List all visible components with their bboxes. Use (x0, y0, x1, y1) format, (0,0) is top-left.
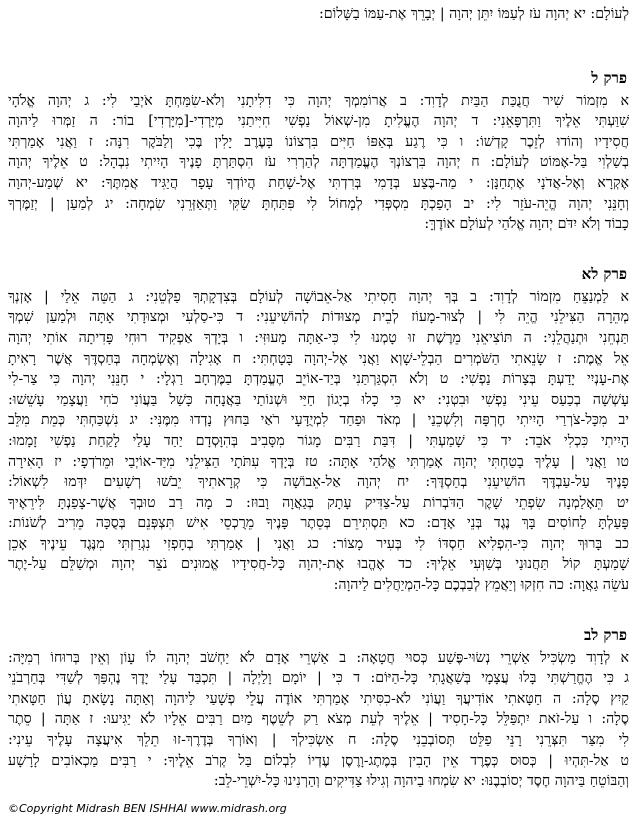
text-line: עֹשֵׂה גַאֲוָה: כה חִזְקוּ וְיַאֲמֵץ לְבַבְכֶם כָּל-הַמְיַחֲלִים לַיהוָה: (333, 577, 629, 594)
text-line: וְהַבּוֹטֵחַ בַּיהוָה חֶסֶד יְסוֹבְבֶנּוּ: יא שִׂמְחוּ בַיהוָה וְגִילוּ צַדִּיקִים וְהַרְנִינוּ כָּל-יִשְׁרֵי-לֵב: (213, 773, 629, 790)
text-line: חֲסִידָיו וְהוֹדוּ לְזֵכֶר קָדְשׁוֹ: ו כִּי רֶגַע בְּאַפּוֹ חַיִּים בִּרְצוֹנוֹ בָּעֶרֶב יָלִין בֶּכִי וְלַבֹּקֶר רִנָּה: ז וַאֲנִי אָמַרְתִּי (8, 133, 629, 150)
text-line: ט אַל-תִּהְיוּ | כְּסוּס כְּפֶרֶד אֵין הָבִין בְּמֶתֶג-וָרֶסֶן עֶדְיוֹ לִבְלוֹם בַּל קְרֹב אֵלֶיךָ: י רַבִּים מַכְאוֹבִים לָרָשָׁע (8, 752, 629, 769)
text-line: סֶלָה: ו עַל-זֹאת יִתְפַּלֵּל כָּל-חָסִיד | אֵלֶיךָ לְעֵת מְצֹא רַק לְשֵׁטֶף מַיִם רַבִּים אֵלָיו לֹא יַגִּיעוּ: ז אַתָּה | סֵתֶר (8, 711, 629, 728)
text-line: כב בָּרוּךְ יְהוָה כִּי-הִפְלִיא חַסְדּוֹ לִי בְּעִיר מָצוֹר: כג וַאֲנִי | אָמַרְתִּי בְחָפְזִי נִגְרַזְתִּי מִנֶּגֶד עֵינֶיךָ אָכֵן (8, 535, 629, 552)
chapter-body (8, 648, 629, 792)
text-line: יט תֵּאָלַמְנָה שִׂפְתֵי שָׁקֶר הַדֹּבְרוֹת עַל-צַדִּיק עָתָק בְּגַאֲוָה וָבוּז: כ מָה רַב טוּבְךָ אֲשֶׁר-צָפַנְתָּ לִּירֵאֶיךָ (8, 494, 629, 511)
text-line: טו וַאֲנִי | עָלֶיךָ בָטַחְתִּי יְהוָה אָמַרְתִּי אֱלֹהַי אָתָּה: טז בְּיָדְךָ עִתֹּתָי הַצִּילֵנִי מִיַּד-אוֹיְבַי וּמֵרֹדְפָי: יז הָאִירָה (8, 453, 629, 470)
text-line: יב מִכָּל-צֹרְרַי הָיִיתִי חֶרְפָּה וְלִשְׁכֵנַי | מְאֹד וּפַחַד לִמְיֻדָּעָי רֹאַי בַּחוּץ נָדְדוּ מִמֶּנִּי: יג נִשְׁכַּחְתִּי כְּמֵת מִלֵּב (8, 412, 629, 429)
copyright-notice: ©Copyright Midrash BEN ISHHAI www.midrash.org (8, 802, 287, 815)
text-line: הָיִיתִי כִּכְלִי אֹבֵד: יד כִּי שָׁמַעְתִּי | דִּבַּת רַבִּים מָגוֹר מִסָּבִיב בְּהִוָּסְדָם יַחַד עָלַי לָקַחַת נַפְשִׁי זָמָמוּ: (8, 432, 629, 449)
chapter-body (8, 91, 629, 235)
text-line: א מִזְמוֹר שִׁיר חֲנֻכַּת הַבַּיִת לְדָוִד: ב אֲרוֹמִמְךָ יְהוָה כִּי דִלִּיתָנִי וְלֹא-שִׂמַּחְתָּ אֹיְבַי לִי: ג יְהוָה אֱלֹהָי (8, 92, 629, 109)
chapter-heading: פרק לא (581, 264, 627, 283)
chapter-heading: פרק ל (591, 68, 627, 87)
text-line: מְהֵרָה הַצִּילֵנִי הֱיֵה לִי | לְצוּר-מָעוֹז לְבֵית מְצוּדוֹת לְהוֹשִׁיעֵנִי: ד כִּי-סַלְעִי וּמְצוּדָתִי אָתָּה וּלְמַעַן שִׁמְךָ (8, 309, 629, 326)
text-line: לִי מִצַּר תִּצְּרֵנִי רָנֵּי פַלֵּט תְּסוֹבְבֵנִי סֶלָה: ח אַשְׂכִּילְךָ | וְאוֹרְךָ בְּדֶרֶךְ-זוּ תֵלֵךְ אִיעֲצָה עָלֶיךָ עֵינִי: (8, 732, 629, 749)
text-line: שָׁמַעְתָּ קוֹל תַּחֲנוּנַי בְּשַׁוְּעִי אֵלֶיךָ: כד אֶהֱבוּ אֶת-יְהוָה כָּל-חֲסִידָיו אֱמוּנִים נֹצֵר יְהוָה וּמְשַׁלֵּם עַל-יֶתֶר (8, 556, 629, 573)
text-line: פָנֶיךָ עַל-עַבְדֶּךָ הוֹשִׁיעֵנִי בְחַסְדֶּךָ: יח יְהוָה אַל-אֵבוֹשָׁה כִּי קְרָאתִיךָ יֵבֹשׁוּ רְשָׁעִים יִדְּמוּ לִשְׁאוֹל: (8, 474, 629, 491)
chapter-heading: פרק לב (583, 625, 627, 644)
text-line: עָשְׁשָׁה בְכַעַס עֵינִי נַפְשִׁי וּבִטְנִי: יא כִּי כָלוּ בְיָגוֹן חַיַּי וּשְׁנוֹתַי בַּאֲנָחָה כָּשַׁל בַּעֲוֹנִי כֹחִי וַעֲצָמַי עָשֵׁשׁוּ: (8, 391, 629, 408)
text-line: אֵל אֱמֶת: ז שָׂנֵאתִי הַשֹּׁמְרִים הַבְלֵי-שָׁוְא וַאֲנִי אֶל-יְהוָה בָּטָחְתִּי: ח אָגִילָה וְאֶשְׂמְחָה בְּחַסְדֶּךָ אֲשֶׁר רָאִיתָ (8, 350, 629, 367)
text-line: תַּנְחֵנִי וּתְנַהֲלֵנִי: ה תּוֹצִיאֵנִי מֵרֶשֶׁת זוּ טָמְנוּ לִי כִּי-אַתָּה מָעוּזִּי: ו בְּיָדְךָ אַפְקִיד רוּחִי פָּדִיתָה אוֹתִי יְהוָה (8, 329, 629, 346)
text-line: פָּעַלְתָּ לַחוֹסִים בָּךְ נֶגֶד בְּנֵי אָדָם: כא תַּסְתִּירֵם בְּסֵתֶר פָּנֶיךָ מֵרֻכְסֵי אִישׁ תִּצְפְּנֵם בְּסֻכָּה מֵרִיב לְשֹׁנוֹת: (8, 515, 629, 532)
chapter-body (8, 287, 629, 596)
text-line: וְחָנֵּנִי יְהוָה הֱיֵה-עֹזֵר לִי: יב הָפַכְתָּ מִסְפְּדִי לְמָחוֹל לִי פִּתַּחְתָּ שַׂקִּי וַתְּאַזְּרֵנִי שִׂמְחָה: יג לְמַעַן | יְזַמֶּרְךָ (8, 195, 629, 212)
text-line: א לַמְנַצֵּחַ מִזְמוֹר לְדָוִד: ב בְּךָ יְהוָה חָסִיתִי אַל-אֵבוֹשָׁה לְעוֹלָם בְּצִדְקָתְךָ פַלְּטֵנִי: ג הַטֵּה אֵלַי | אָזְנְךָ (8, 288, 629, 305)
text-line: שִׁוַּעְתִּי אֵלֶיךָ וַתִּרְפָּאֵנִי: ד יְהוָה הֶעֱלִיתָ מִן-שְׁאוֹל נַפְשִׁי חִיִּיתַנִי מִיָּרְדִי-[מִיָּרְדִי] בוֹר: ה זַמְּרוּ לַיהוָה (8, 113, 629, 130)
text-line: לְעוֹלָם: יא יְהוָה עֹז לְעַמּוֹ יִתֵּן יְהוָה | יְבָרֵךְ אֶת-עַמּוֹ בַשָּׁלוֹם: (318, 6, 629, 22)
text-line: אֶת-עָנְיִי יָדַעְתָּ בְּצָרוֹת נַפְשִׁי: ט וְלֹא הִסְגַּרְתַּנִי בְּיַד-אוֹיֵב הֶעֱמַדְתָּ בַמֶּרְחָב רַגְלָי: י חָנֵּנִי יְהוָה כִּי צַר-לִי (8, 371, 629, 388)
text-line: כָבוֹד וְלֹא יִדֹּם יְהוָה אֱלֹהַי לְעוֹלָם אוֹדֶךָּ: (424, 216, 629, 233)
text-line: בְשַׁלְוִי בַּל-אֶמּוֹט לְעוֹלָם: ח יְהוָה בִּרְצוֹנְךָ הֶעֱמַדְתָּה לְהַרְרִי עֹז הִסְתַּרְתָּ פָנֶיךָ הָיִיתִי נִבְהָל: ט אֵלֶיךָ יְהוָה (8, 154, 629, 171)
text-line: ג כִּי הֶחֱרַשְׁתִּי בָּלוּ עֲצָמָי בְּשַׁאֲגָתִי כָּל-הַיּוֹם: ד כִּי | יוֹמָם וָלַיְלָה | תִּכְבַּד עָלַי יָדֶךָ נֶהְפַּךְ לְשַׁדִּי בְּחַרְבֹנֵי (8, 670, 629, 687)
text-line: קַיִץ סֶלָה: ה חַטָּאתִי אוֹדִיעֲךָ וַעֲוֹנִי לֹא-כִסִּיתִי אָמַרְתִּי אוֹדֶה עֲלֵי פְשָׁעַי לַיהוָה וְאַתָּה נָשָׂאתָ עֲוֹן חַטָּאתִי (8, 690, 629, 707)
text-line: אֶקְרָא וְאֶל-אֲדֹנָי אֶתְחַנָּן: י מַה-בֶּצַע בְּדָמִי בְּרִדְתִּי אֶל-שָׁחַת הֲיוֹדְךָ עָפָר הֲיַגִּיד אֲמִתֶּךָ: יא שְׁמַע-יְהוָה (8, 174, 629, 191)
text-line: א לְדָוִד מַשְׂכִּיל אַשְׁרֵי נְשׂוּי-פֶּשַׁע כְּסוּי חֲטָאָה: ב אַשְׁרֵי אָדָם לֹא יַחְשֹׁב יְהוָה לוֹ עָוֹן וְאֵין בְּרוּחוֹ רְמִיָּה: (8, 649, 629, 666)
psalms-page (8, 4, 629, 792)
